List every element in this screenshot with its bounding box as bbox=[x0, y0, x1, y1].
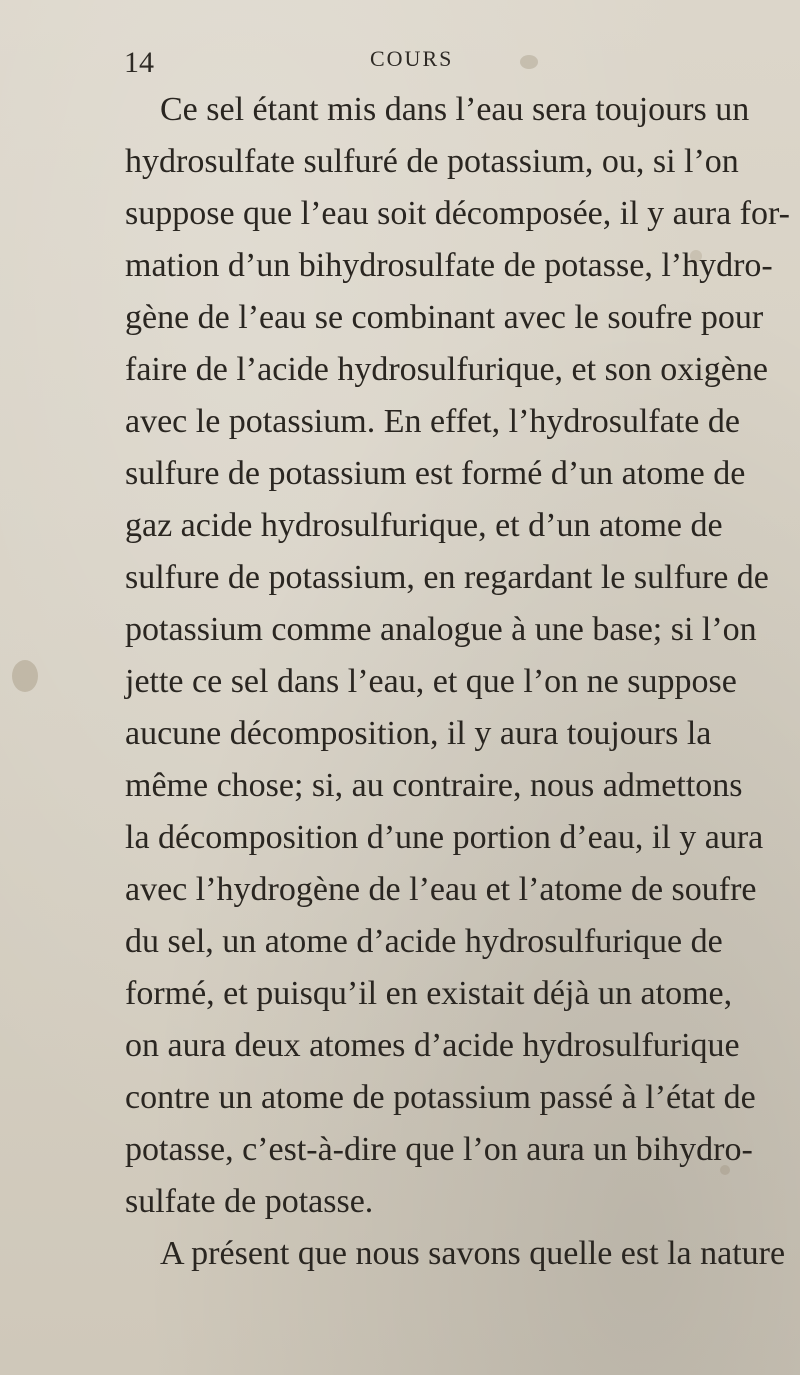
text-line: contre un atome de potassium passé à l’état de bbox=[125, 1079, 756, 1116]
text-line: potasse, c’est-à-dire que l’on aura un bihydro- bbox=[125, 1131, 753, 1168]
page-number: 14 bbox=[124, 46, 154, 79]
paper-stain bbox=[690, 250, 702, 262]
text-line: avec l’hydrogène de l’eau et l’atome de soufre bbox=[125, 871, 757, 908]
text-line: avec le potassium. En effet, l’hydrosulfate de bbox=[125, 403, 740, 440]
text-line: aucune décomposition, il y aura toujours la bbox=[125, 715, 712, 752]
paper-stain bbox=[720, 1165, 730, 1175]
text-line: mation d’un bihydrosulfate de potasse, l’hydro- bbox=[125, 247, 773, 284]
text-line: gène de l’eau se combinant avec le soufre pour bbox=[125, 299, 764, 336]
page-header bbox=[0, 38, 800, 78]
text-line: sulfure de potassium, en regardant le sulfure de bbox=[125, 559, 769, 596]
text-line: hydrosulfate sulfuré de potassium, ou, si l’on bbox=[125, 143, 739, 180]
text-line: du sel, un atome d’acide hydrosulfurique de bbox=[125, 923, 723, 960]
text-line: faire de l’acide hydrosulfurique, et son oxigène bbox=[125, 351, 768, 388]
text-line: formé, et puisqu’il en existait déjà un atome, bbox=[125, 975, 733, 1012]
text-line: gaz acide hydrosulfurique, et d’un atome de bbox=[125, 507, 723, 544]
text-line: A présent que nous savons quelle est la nature bbox=[160, 1235, 786, 1272]
text-line: même chose; si, au contraire, nous admettons bbox=[125, 767, 743, 804]
paper-stain bbox=[520, 55, 538, 69]
text-line: Ce sel étant mis dans l’eau sera toujours un bbox=[160, 91, 750, 128]
text-line: jette ce sel dans l’eau, et que l’on ne suppose bbox=[125, 663, 737, 700]
text-line: suppose que l’eau soit décomposée, il y aura for- bbox=[125, 195, 790, 232]
text-line: potassium comme analogue à une base; si l’on bbox=[125, 611, 757, 648]
text-line: la décomposition d’une portion d’eau, il y aura bbox=[125, 819, 764, 856]
text-line: on aura deux atomes d’acide hydrosulfurique bbox=[125, 1027, 740, 1064]
running-head: COURS bbox=[370, 46, 454, 71]
paper-stain bbox=[12, 660, 38, 692]
text-line: sulfate de potasse. bbox=[125, 1183, 374, 1220]
text-line: sulfure de potassium est formé d’un atome de bbox=[125, 455, 746, 492]
